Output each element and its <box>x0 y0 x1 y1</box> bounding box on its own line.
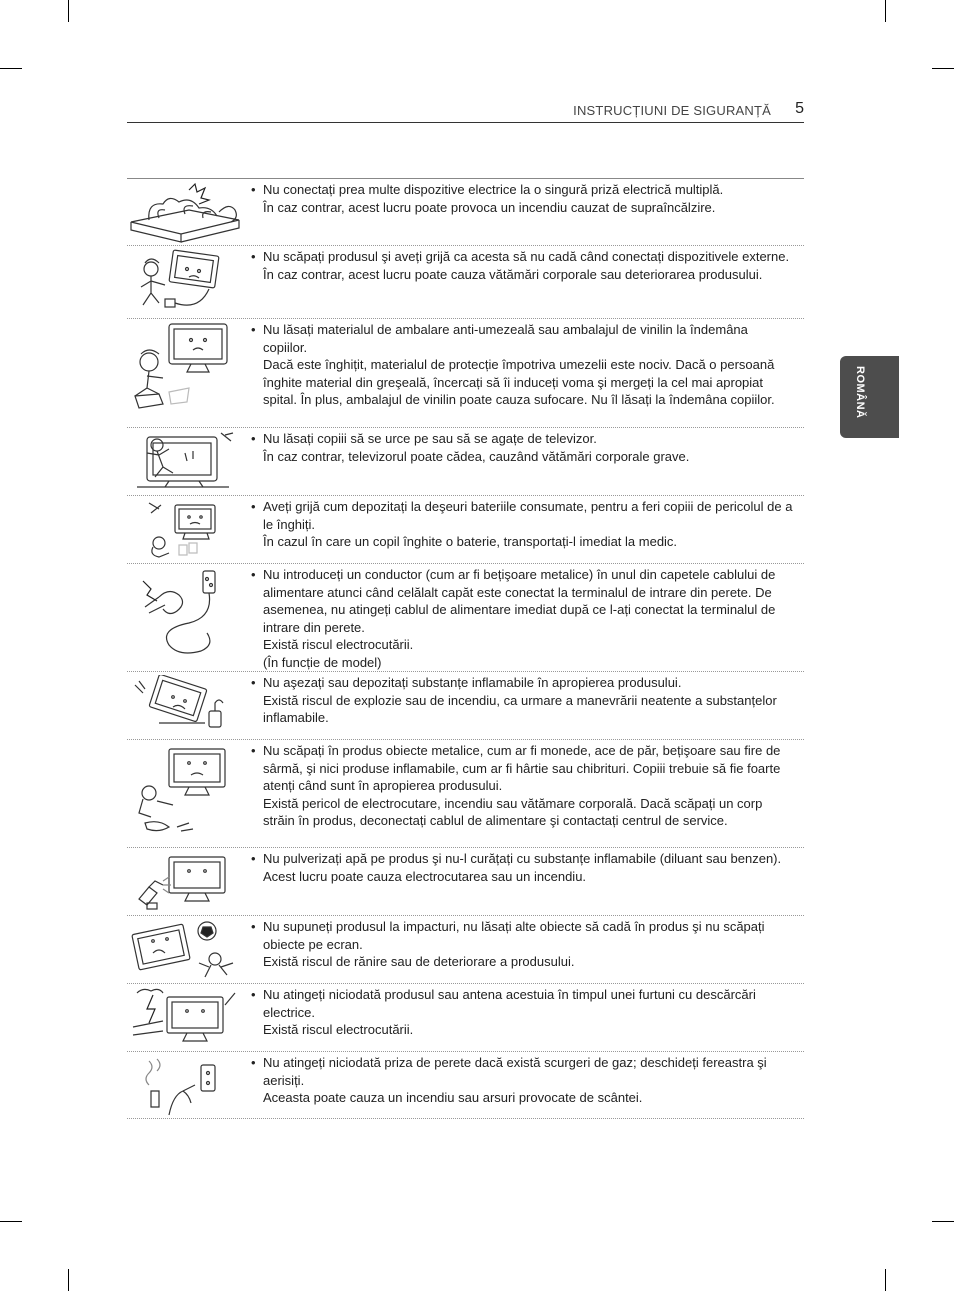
safety-consequence: În caz contrar, acest lucru poate cauza vătămări corporale sau deteriorarea produsului. <box>263 266 763 282</box>
safety-text <box>251 321 793 409</box>
safety-consequence: Există riscul electrocutării. <box>263 1022 414 1037</box>
safety-row <box>127 564 804 672</box>
safety-instruction: Nu supuneți produsul la impacturi, nu lăsați alte obiecte să cadă în produs şi nu scăpați obiecte pe ecran. <box>263 919 765 952</box>
child-packaging-icon <box>129 322 241 422</box>
safety-text <box>251 986 793 1039</box>
child-dropping-tv-icon <box>129 249 241 315</box>
safety-text <box>251 430 793 465</box>
safety-text <box>251 918 793 971</box>
safety-row <box>127 496 804 564</box>
safety-consequence: În cazul în care un copil înghite o baterie, transportați-l imediat la medic. <box>263 534 678 549</box>
safety-instruction: Nu atingeți niciodată priza de perete dacă există scurgeri de gaz; deschideți fereastra şi aerisiți. <box>263 1055 767 1088</box>
safety-text <box>251 498 793 551</box>
safety-instruction: Nu lăsați copiii să se urce pe sau să se agațe de televizor. <box>263 431 597 446</box>
crop-mark <box>932 68 954 69</box>
safety-text <box>251 850 793 885</box>
safety-text <box>251 566 793 671</box>
impact-ball-tv-icon <box>129 919 241 979</box>
safety-text <box>251 181 793 216</box>
safety-table <box>127 178 804 1119</box>
safety-row <box>127 246 804 319</box>
flammable-substance-icon <box>129 675 241 735</box>
safety-instruction: Nu lăsați materialul de ambalare anti-umezeală sau ambalajul de vinilin la îndemâna copiilor. <box>263 322 748 355</box>
safety-row <box>127 672 804 740</box>
crop-mark <box>885 0 886 22</box>
metal-objects-tv-icon <box>129 743 241 843</box>
safety-row <box>127 179 804 246</box>
safety-text <box>251 742 793 830</box>
safety-instruction: Nu pulverizați apă pe produs şi nu-l curățați cu substanțe inflamabile (diluant sau benzen). Acest lucru poate cauza electrocutarea sau un incendiu. <box>263 851 782 884</box>
battery-child-icon <box>129 499 241 559</box>
bullet: • <box>251 743 256 758</box>
safety-consequence: Există pericol de electrocutare, incendiu sau vătămare corporală. Dacă scăpați un corp străin în produs, deconectați cablul de alimentare şi contactați centrul de service. <box>263 795 763 828</box>
power-strip-overload-icon <box>129 182 241 244</box>
safety-consequence: (În funcție de model) <box>263 654 382 670</box>
child-climbing-tv-icon <box>129 431 241 491</box>
bullet: • <box>251 675 256 690</box>
section-title: INSTRUCȚIUNI DE SIGURANȚĂ <box>573 103 771 118</box>
crop-mark <box>0 1221 22 1222</box>
safety-text <box>251 674 793 727</box>
crop-mark <box>68 1269 69 1291</box>
bullet: • <box>251 851 256 866</box>
bullet: • <box>251 249 256 264</box>
safety-instruction: Nu scăpați în produs obiecte metalice, cum ar fi monede, ace de păr, bețişoare sau fire de sârmă, şi nici produse inflamabile, cum ar fi hârtie sau chibrituri. Copiii trebuie să fie foarte atenți când sunt în apropierea produsului. <box>263 743 781 793</box>
safety-text <box>251 248 793 283</box>
safety-instruction: Aveți grijă cum depozitați la deşeuri bateriile consumate, pentru a feri copiii de pericolul de a le înghiți. <box>263 499 793 532</box>
safety-instruction: Nu conectați prea multe dispozitive electrice la o singură priză electrică multiplă. <box>263 182 724 197</box>
crop-mark <box>885 1269 886 1291</box>
bullet: • <box>251 1055 256 1070</box>
safety-consequence: Există riscul electrocutării. <box>263 637 414 652</box>
safety-instruction: Nu scăpați produsul şi aveți grijă ca acesta să nu cadă când conectați dispozitivele externe. <box>263 249 790 264</box>
crop-mark <box>0 68 22 69</box>
crop-mark <box>932 1221 954 1222</box>
safety-row <box>127 319 804 428</box>
crop-mark <box>68 0 69 22</box>
spray-water-tv-icon <box>129 851 241 911</box>
bullet: • <box>251 322 256 337</box>
safety-consequence: Dacă este înghițit, materialul de protecție împotriva umezelii este nociv. Dacă o persoană înghite material din greşeală, încercați să îi induceți voma şi mergeți la cel mai apropiat spital. În plus, ambalajul de vinilin poate cauza sufocare. Nu îl lăsați la îndemâna copiilor. <box>263 357 775 407</box>
safety-text <box>251 1054 793 1107</box>
page-header <box>127 100 804 123</box>
language-tab[interactable] <box>840 356 899 438</box>
bullet: • <box>251 567 256 582</box>
safety-row <box>127 848 804 916</box>
safety-row <box>127 984 804 1052</box>
safety-instruction: Nu atingeți niciodată produsul sau antena acestuia în timpul unei furtuni cu descărcări electrice. <box>263 987 756 1020</box>
lightning-storm-tv-icon <box>129 987 241 1047</box>
safety-consequence: În caz contrar, televizorul poate cădea, cauzând vătămări corporale grave. <box>263 448 690 464</box>
gas-leak-outlet-icon <box>129 1055 241 1117</box>
safety-instruction: Nu aşezați sau depozitați substanțe inflamabile în apropierea produsului. <box>263 675 682 690</box>
bullet: • <box>251 987 256 1002</box>
safety-row <box>127 740 804 848</box>
language-tab-label: ROMÂNĂ <box>854 366 866 419</box>
bullet: • <box>251 431 256 446</box>
safety-consequence: Există riscul de rănire sau de deteriorare a produsului. <box>263 954 575 969</box>
safety-row <box>127 428 804 496</box>
safety-row <box>127 1052 804 1119</box>
bullet: • <box>251 499 256 514</box>
page-number: 5 <box>795 100 804 117</box>
safety-consequence: Există riscul de explozie sau de incendiu, ca urmare a manevrării neatente a substanțelor inflamabile. <box>263 692 777 725</box>
bullet: • <box>251 182 256 197</box>
safety-consequence: Aceasta poate cauza un incendiu sau arsuri provocate de scântei. <box>263 1090 643 1105</box>
bullet: • <box>251 919 256 934</box>
safety-row <box>127 916 804 984</box>
safety-consequence: În caz contrar, acest lucru poate provoca un incendiu cauzat de supraîncălzire. <box>263 199 716 215</box>
safety-instruction: Nu introduceți un conductor (cum ar fi bețişoare metalice) în unul din capetele cablului de alimentare atunci când celălalt capăt este conectat la terminalul de intrare din perete. De asemenea, nu atingeți cablul de alimentare imediat după ce l-ați conectat la terminalul de intrare din perete. <box>263 567 776 635</box>
power-cable-conductor-icon <box>129 567 241 663</box>
